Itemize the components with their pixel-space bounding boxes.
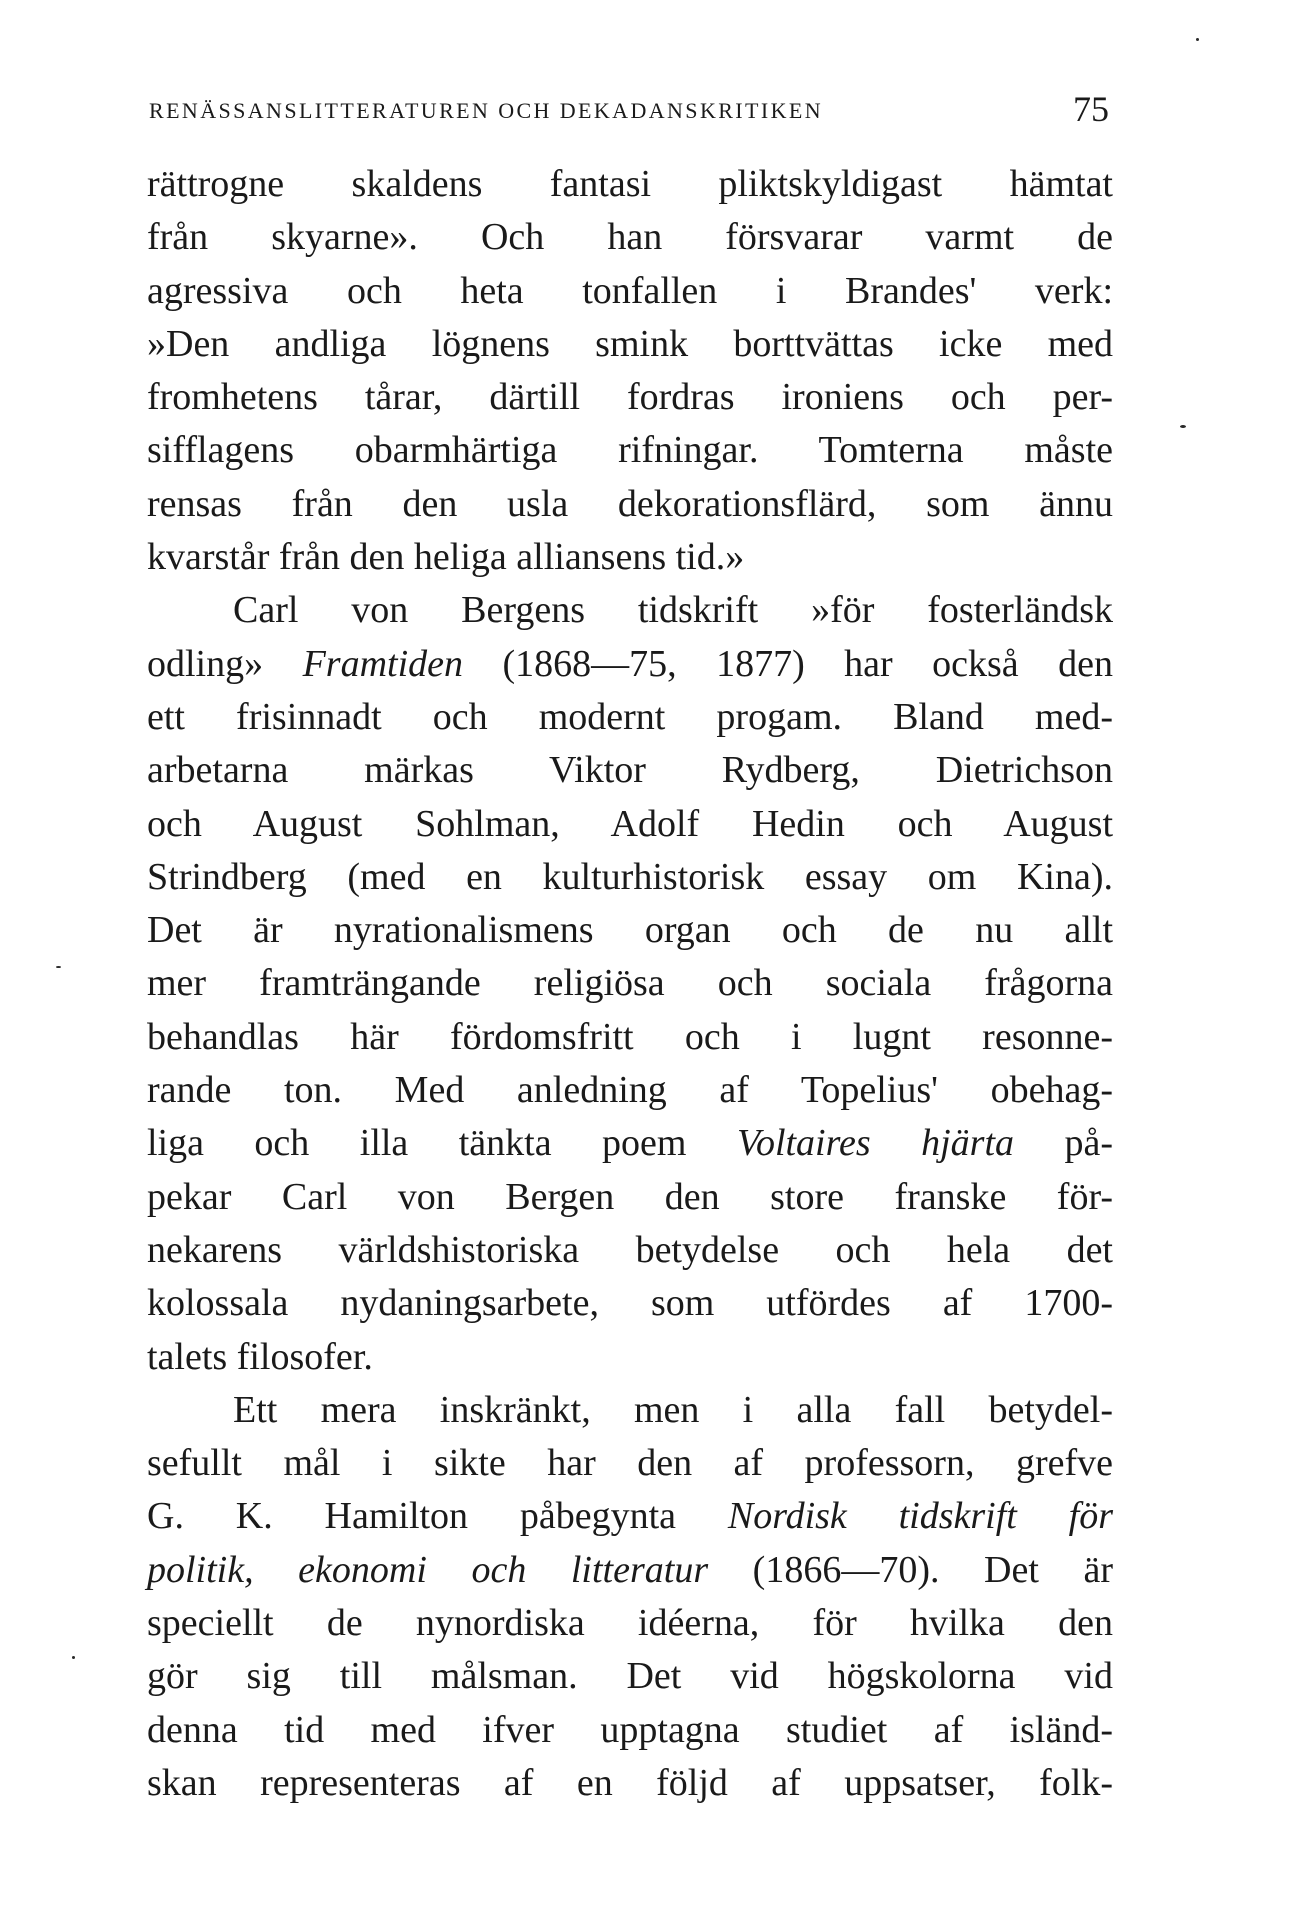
italic-title: Framtiden — [302, 642, 464, 685]
text-line — [147, 1437, 1113, 1490]
text-line — [147, 744, 1113, 797]
running-head — [147, 88, 1113, 132]
text-segment: Det är nyrationalismens organ och de nu allt — [147, 909, 1113, 952]
text-line — [147, 318, 1113, 371]
text-segment: Strindberg (med en kulturhistorisk essay om Kina). — [147, 855, 1113, 898]
text-segment: kolossala nydaningsarbete, som utfördes af 1700- — [147, 1282, 1113, 1325]
italic-title: politik, ekonomi och litteratur — [147, 1548, 709, 1591]
text-segment: och August Sohlman, Adolf Hedin och August — [147, 802, 1113, 845]
text-segment: ett frisinnadt och modernt progam. Bland med- — [147, 695, 1113, 738]
text-segment: liga och illa tänkta poem — [147, 1122, 737, 1165]
margin-speck — [1196, 38, 1199, 41]
text-segment: rensas från den usla dekorationsflärd, som ännu — [147, 482, 1113, 525]
text-line — [147, 1597, 1113, 1650]
book-page — [147, 88, 1113, 1810]
text-line — [147, 1224, 1113, 1277]
text-line — [147, 424, 1113, 477]
text-line — [147, 1704, 1113, 1757]
text-line — [147, 1064, 1113, 1117]
text-segment: arbetarna märkas Viktor Rydberg, Dietrichson — [147, 749, 1113, 792]
text-line — [147, 1171, 1113, 1224]
text-line — [147, 265, 1113, 318]
text-line — [147, 1650, 1113, 1703]
running-title: RENÄSSANSLITTERATUREN OCH DEKADANSKRITIKEN — [149, 98, 824, 123]
text-line — [147, 158, 1113, 211]
text-segment: gör sig till målsman. Det vid högskolorna vid — [147, 1655, 1113, 1698]
text-segment: (1868—75, 1877) har också den — [463, 642, 1113, 685]
italic-title: Voltaires hjärta — [736, 1122, 1015, 1165]
text-line — [147, 1384, 1113, 1437]
text-line — [147, 1011, 1113, 1064]
text-segment: speciellt de nynordiska idéerna, för hvilka den — [147, 1602, 1113, 1645]
margin-speck — [1180, 425, 1186, 428]
text-line — [147, 1757, 1113, 1810]
text-segment: G. K. Hamilton påbegynta — [147, 1495, 728, 1538]
text-segment: sefullt mål i sikte har den af professorn, grefve — [147, 1442, 1113, 1485]
text-segment: från skyarne». Och han försvarar varmt de — [147, 216, 1113, 259]
text-segment: pekar Carl von Bergen den store franske för- — [147, 1175, 1113, 1218]
text-segment: rättrogne skaldens fantasi pliktskyldigast hämtat — [147, 163, 1113, 205]
text-line — [147, 957, 1113, 1010]
text-segment: behandlas här fördomsfritt och i lugnt resonne- — [147, 1015, 1113, 1058]
margin-speck — [56, 966, 61, 968]
text-line — [147, 478, 1113, 531]
text-segment: fromhetens tårar, därtill fordras ironiens och per- — [147, 376, 1113, 419]
text-segment: Ett mera inskränkt, men i alla fall betydel- — [233, 1388, 1113, 1431]
body-text — [147, 158, 1113, 1810]
text-line — [147, 1490, 1113, 1543]
text-line — [147, 798, 1113, 851]
margin-speck — [72, 1656, 75, 1659]
italic-title: Nordisk tidskrift för — [727, 1495, 1113, 1538]
text-line — [147, 638, 1113, 691]
text-segment: nekarens världshistoriska betydelse och hela det — [147, 1228, 1113, 1271]
text-line — [147, 531, 1113, 584]
text-segment: talets filosofer. — [147, 1335, 373, 1378]
text-line — [147, 371, 1113, 424]
text-line — [147, 904, 1113, 957]
text-line — [147, 1277, 1113, 1330]
text-line — [147, 1117, 1113, 1170]
text-line — [147, 851, 1113, 904]
text-segment: (1866—70). Det är — [708, 1548, 1113, 1591]
text-segment: på- — [1014, 1122, 1113, 1165]
text-line — [147, 584, 1113, 637]
text-segment: skan representeras af en följd af uppsatser, folk- — [147, 1761, 1113, 1804]
text-line — [147, 1331, 1113, 1384]
text-segment: agressiva och heta tonfallen i Brandes' verk: — [147, 269, 1113, 312]
text-segment: denna tid med ifver upptagna studiet af isländ- — [147, 1708, 1113, 1751]
text-segment: odling» — [147, 642, 303, 685]
text-line — [147, 691, 1113, 744]
text-line — [147, 1544, 1113, 1597]
page-number: 75 — [1073, 89, 1109, 129]
text-segment: kvarstår från den heliga alliansens tid.» — [147, 536, 745, 579]
text-segment: mer framträngande religiösa och sociala frågorna — [147, 962, 1113, 1005]
text-line — [147, 211, 1113, 264]
text-segment: Carl von Bergens tidskrift »för fosterländsk — [233, 589, 1113, 632]
text-segment: rande ton. Med anledning af Topelius' obehag- — [147, 1069, 1113, 1112]
text-segment: sifflagens obarmhärtiga rifningar. Tomterna måste — [147, 429, 1113, 472]
text-segment: »Den andliga lögnens smink borttvättas icke med — [147, 322, 1113, 365]
